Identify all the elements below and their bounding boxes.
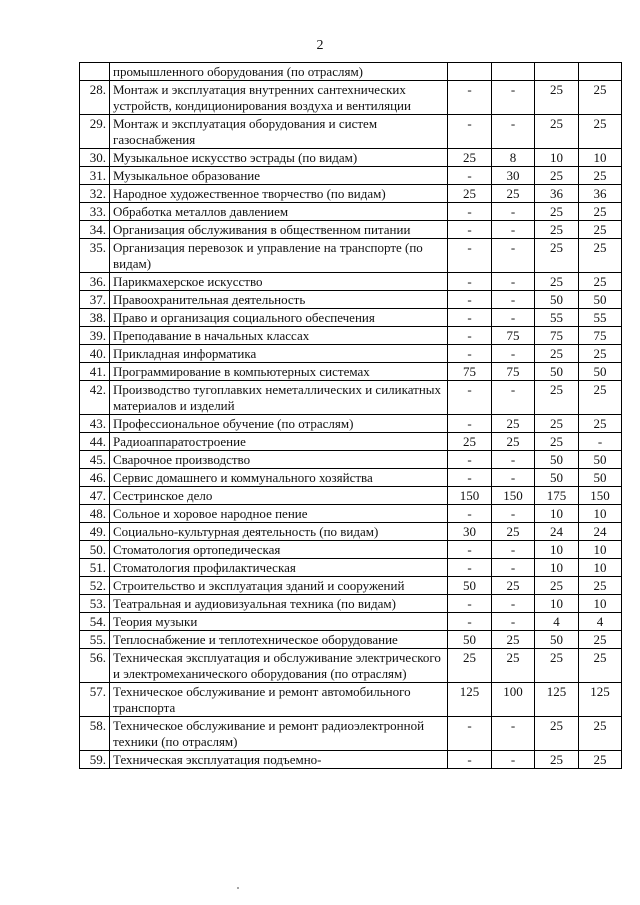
value-cell: 125: [448, 683, 492, 717]
value-cell: 55: [535, 309, 579, 327]
value-cell: 25: [535, 649, 579, 683]
value-cell: 10: [535, 541, 579, 559]
row-name-cell: Парикмахерское искусство: [110, 273, 448, 291]
row-name-cell: Социально-культурная деятельность (по видам): [110, 523, 448, 541]
value-cell: -: [448, 327, 492, 345]
value-cell: -: [492, 469, 535, 487]
value-cell: -: [492, 381, 535, 415]
value-cell: 75: [579, 327, 622, 345]
row-name-cell: Стоматология профилактическая: [110, 559, 448, 577]
table-row: [80, 505, 622, 523]
value-cell: 25: [535, 381, 579, 415]
value-cell: 25: [448, 149, 492, 167]
row-number-cell: 32.: [80, 185, 110, 203]
specialties-table: [79, 62, 622, 769]
row-number-cell: 39.: [80, 327, 110, 345]
row-number-cell: 43.: [80, 415, 110, 433]
table-row: [80, 327, 622, 345]
value-cell: [492, 63, 535, 81]
row-name-cell: Обработка металлов давлением: [110, 203, 448, 221]
row-number-cell: 54.: [80, 613, 110, 631]
value-cell: 10: [535, 559, 579, 577]
row-name-cell: Театральная и аудиовизуальная техника (по видам): [110, 595, 448, 613]
value-cell: 10: [579, 505, 622, 523]
value-cell: 25: [535, 273, 579, 291]
value-cell: -: [448, 203, 492, 221]
table-row: [80, 433, 622, 451]
row-name-cell: Сервис домашнего и коммунального хозяйства: [110, 469, 448, 487]
value-cell: 25: [579, 415, 622, 433]
value-cell: 75: [492, 327, 535, 345]
value-cell: 25: [535, 203, 579, 221]
row-number-cell: 58.: [80, 717, 110, 751]
row-number-cell: 57.: [80, 683, 110, 717]
row-number-cell: 55.: [80, 631, 110, 649]
table-row-continuation: [80, 63, 622, 81]
value-cell: 25: [492, 577, 535, 595]
value-cell: 25: [579, 273, 622, 291]
row-number-cell: 59.: [80, 751, 110, 769]
value-cell: 25: [579, 81, 622, 115]
row-name-cell: Организация перевозок и управление на транспорте (по видам): [110, 239, 448, 273]
row-number-cell: 44.: [80, 433, 110, 451]
table-row: [80, 613, 622, 631]
table-row: [80, 221, 622, 239]
value-cell: 150: [448, 487, 492, 505]
row-number-cell: 51.: [80, 559, 110, 577]
value-cell: 10: [579, 595, 622, 613]
row-number-cell: 31.: [80, 167, 110, 185]
value-cell: 36: [535, 185, 579, 203]
value-cell: 50: [579, 469, 622, 487]
value-cell: -: [492, 115, 535, 149]
table-row: [80, 649, 622, 683]
value-cell: 10: [535, 505, 579, 523]
table-row: [80, 523, 622, 541]
table-row: [80, 487, 622, 505]
value-cell: 25: [492, 523, 535, 541]
value-cell: 25: [492, 415, 535, 433]
row-number-cell: 29.: [80, 115, 110, 149]
value-cell: 25: [535, 81, 579, 115]
row-name-cell: Техническая эксплуатация и обслуживание электрического и электромеханического оборудования (по отраслям): [110, 649, 448, 683]
value-cell: 8: [492, 149, 535, 167]
value-cell: 25: [579, 381, 622, 415]
value-cell: -: [448, 115, 492, 149]
scan-speck: [237, 887, 239, 889]
row-number-cell: 37.: [80, 291, 110, 309]
value-cell: 25: [535, 415, 579, 433]
value-cell: 25: [535, 433, 579, 451]
row-number-cell: 36.: [80, 273, 110, 291]
value-cell: -: [448, 309, 492, 327]
value-cell: -: [448, 559, 492, 577]
row-number-cell: 53.: [80, 595, 110, 613]
value-cell: 55: [579, 309, 622, 327]
value-cell: 25: [535, 221, 579, 239]
value-cell: 50: [579, 291, 622, 309]
value-cell: -: [448, 751, 492, 769]
value-cell: 75: [492, 363, 535, 381]
row-number-cell: 52.: [80, 577, 110, 595]
value-cell: 25: [492, 631, 535, 649]
row-name-cell: Монтаж и эксплуатация оборудования и систем газоснабжения: [110, 115, 448, 149]
value-cell: -: [448, 345, 492, 363]
row-number-cell: 35.: [80, 239, 110, 273]
table-row: [80, 309, 622, 327]
row-name-cell: Программирование в компьютерных системах: [110, 363, 448, 381]
value-cell: 24: [535, 523, 579, 541]
value-cell: 150: [579, 487, 622, 505]
value-cell: [535, 63, 579, 81]
row-number-cell: 30.: [80, 149, 110, 167]
table-row: [80, 683, 622, 717]
table-row: [80, 751, 622, 769]
value-cell: -: [448, 717, 492, 751]
table-row: [80, 595, 622, 613]
row-name-cell: Радиоаппаратостроение: [110, 433, 448, 451]
value-cell: -: [492, 221, 535, 239]
value-cell: -: [448, 381, 492, 415]
value-cell: [579, 63, 622, 81]
value-cell: 25: [448, 433, 492, 451]
row-name-cell: Сварочное производство: [110, 451, 448, 469]
row-name-cell: Техническое обслуживание и ремонт автомобильного транспорта: [110, 683, 448, 717]
value-cell: 50: [448, 631, 492, 649]
value-cell: 25: [579, 649, 622, 683]
value-cell: 50: [535, 291, 579, 309]
value-cell: -: [492, 203, 535, 221]
value-cell: [448, 63, 492, 81]
value-cell: 10: [535, 149, 579, 167]
table-row: [80, 415, 622, 433]
value-cell: 100: [492, 683, 535, 717]
value-cell: 75: [448, 363, 492, 381]
value-cell: -: [448, 81, 492, 115]
row-name-cell: Строительство и эксплуатация зданий и сооружений: [110, 577, 448, 595]
value-cell: 4: [579, 613, 622, 631]
value-cell: 25: [579, 115, 622, 149]
table-row: [80, 115, 622, 149]
value-cell: -: [492, 345, 535, 363]
value-cell: 50: [448, 577, 492, 595]
row-name-cell: Монтаж и эксплуатация внутренних сантехнических устройств, кондиционирования воздуха и вентиляции: [110, 81, 448, 115]
row-number-cell: 28.: [80, 81, 110, 115]
row-name-cell: Теплоснабжение и теплотехническое оборудование: [110, 631, 448, 649]
value-cell: -: [492, 505, 535, 523]
row-number-cell: 50.: [80, 541, 110, 559]
value-cell: -: [448, 221, 492, 239]
value-cell: 25: [579, 203, 622, 221]
value-cell: 50: [579, 451, 622, 469]
value-cell: 75: [535, 327, 579, 345]
value-cell: 25: [579, 717, 622, 751]
value-cell: -: [492, 541, 535, 559]
row-name-cell: Музыкальное искусство эстрады (по видам): [110, 149, 448, 167]
table-row: [80, 631, 622, 649]
value-cell: 50: [535, 451, 579, 469]
value-cell: 30: [492, 167, 535, 185]
value-cell: 50: [579, 363, 622, 381]
row-name-cell: Народное художественное творчество (по видам): [110, 185, 448, 203]
row-number-cell: 40.: [80, 345, 110, 363]
row-number-cell: 38.: [80, 309, 110, 327]
value-cell: 25: [535, 115, 579, 149]
table-row: [80, 81, 622, 115]
value-cell: 25: [448, 649, 492, 683]
value-cell: -: [448, 451, 492, 469]
value-cell: 36: [579, 185, 622, 203]
table-row: [80, 167, 622, 185]
row-name-cell: Музыкальное образование: [110, 167, 448, 185]
value-cell: 25: [492, 649, 535, 683]
row-number-cell: 45.: [80, 451, 110, 469]
value-cell: 25: [535, 167, 579, 185]
table-row: [80, 559, 622, 577]
row-name-cell: Право и организация социального обеспечения: [110, 309, 448, 327]
table-row: [80, 345, 622, 363]
value-cell: 25: [492, 185, 535, 203]
row-name-cell: Прикладная информатика: [110, 345, 448, 363]
value-cell: 150: [492, 487, 535, 505]
row-name-cell: Техническая эксплуатация подъемно-: [110, 751, 448, 769]
value-cell: -: [492, 273, 535, 291]
value-cell: -: [492, 613, 535, 631]
value-cell: 4: [535, 613, 579, 631]
table-row: [80, 291, 622, 309]
table-row: [80, 717, 622, 751]
row-name-cell: Преподавание в начальных классах: [110, 327, 448, 345]
row-name-cell: Теория музыки: [110, 613, 448, 631]
row-number-cell: 49.: [80, 523, 110, 541]
value-cell: -: [448, 167, 492, 185]
value-cell: 25: [579, 239, 622, 273]
value-cell: 25: [448, 185, 492, 203]
row-number-cell: 41.: [80, 363, 110, 381]
value-cell: -: [492, 309, 535, 327]
table-row: [80, 381, 622, 415]
page-number: 2: [316, 38, 324, 53]
table-row: [80, 469, 622, 487]
value-cell: 25: [579, 345, 622, 363]
value-cell: 25: [535, 577, 579, 595]
value-cell: 30: [448, 523, 492, 541]
row-name-cell: Сольное и хоровое народное пение: [110, 505, 448, 523]
value-cell: 25: [579, 577, 622, 595]
value-cell: -: [448, 291, 492, 309]
value-cell: -: [492, 239, 535, 273]
value-cell: 25: [579, 167, 622, 185]
value-cell: -: [448, 505, 492, 523]
value-cell: 125: [535, 683, 579, 717]
row-number-cell: 34.: [80, 221, 110, 239]
value-cell: 50: [535, 363, 579, 381]
table-row: [80, 185, 622, 203]
table-row: [80, 363, 622, 381]
value-cell: -: [448, 273, 492, 291]
value-cell: -: [448, 541, 492, 559]
value-cell: -: [492, 595, 535, 613]
value-cell: 25: [535, 239, 579, 273]
value-cell: 125: [579, 683, 622, 717]
row-number-cell: 48.: [80, 505, 110, 523]
value-cell: -: [579, 433, 622, 451]
value-cell: 10: [579, 559, 622, 577]
table-row: [80, 239, 622, 273]
value-cell: -: [492, 559, 535, 577]
row-number-cell: 46.: [80, 469, 110, 487]
row-name-cell: Правоохранительная деятельность: [110, 291, 448, 309]
value-cell: -: [492, 81, 535, 115]
value-cell: -: [448, 239, 492, 273]
row-name-cell: Производство тугоплавких неметаллических и силикатных материалов и изделий: [110, 381, 448, 415]
value-cell: 10: [579, 149, 622, 167]
value-cell: -: [492, 751, 535, 769]
table-row: [80, 577, 622, 595]
table-row: [80, 203, 622, 221]
value-cell: 25: [535, 717, 579, 751]
row-name-cell: Организация обслуживания в общественном питании: [110, 221, 448, 239]
value-cell: 10: [535, 595, 579, 613]
row-name-cell: Профессиональное обучение (по отраслям): [110, 415, 448, 433]
value-cell: 25: [579, 221, 622, 239]
row-name-cell: Техническое обслуживание и ремонт радиоэлектронной техники (по отраслям): [110, 717, 448, 751]
value-cell: 25: [579, 631, 622, 649]
value-cell: 50: [535, 631, 579, 649]
value-cell: 25: [579, 751, 622, 769]
value-cell: 50: [535, 469, 579, 487]
row-name-cell: Сестринское дело: [110, 487, 448, 505]
table-row: [80, 451, 622, 469]
value-cell: 24: [579, 523, 622, 541]
value-cell: -: [492, 717, 535, 751]
row-name-cell: промышленного оборудования (по отраслям): [110, 63, 448, 81]
table-row: [80, 541, 622, 559]
table-row: [80, 273, 622, 291]
value-cell: -: [448, 469, 492, 487]
value-cell: 25: [535, 345, 579, 363]
row-number-cell: 33.: [80, 203, 110, 221]
value-cell: 25: [492, 433, 535, 451]
value-cell: -: [492, 451, 535, 469]
row-number-cell: 42.: [80, 381, 110, 415]
value-cell: 10: [579, 541, 622, 559]
row-number-cell: 56.: [80, 649, 110, 683]
value-cell: 25: [535, 751, 579, 769]
value-cell: -: [448, 415, 492, 433]
table-body: [80, 63, 622, 769]
value-cell: -: [448, 595, 492, 613]
value-cell: -: [492, 291, 535, 309]
row-number-cell: [80, 63, 110, 81]
row-name-cell: Стоматология ортопедическая: [110, 541, 448, 559]
value-cell: 175: [535, 487, 579, 505]
table-row: [80, 149, 622, 167]
value-cell: -: [448, 613, 492, 631]
row-number-cell: 47.: [80, 487, 110, 505]
